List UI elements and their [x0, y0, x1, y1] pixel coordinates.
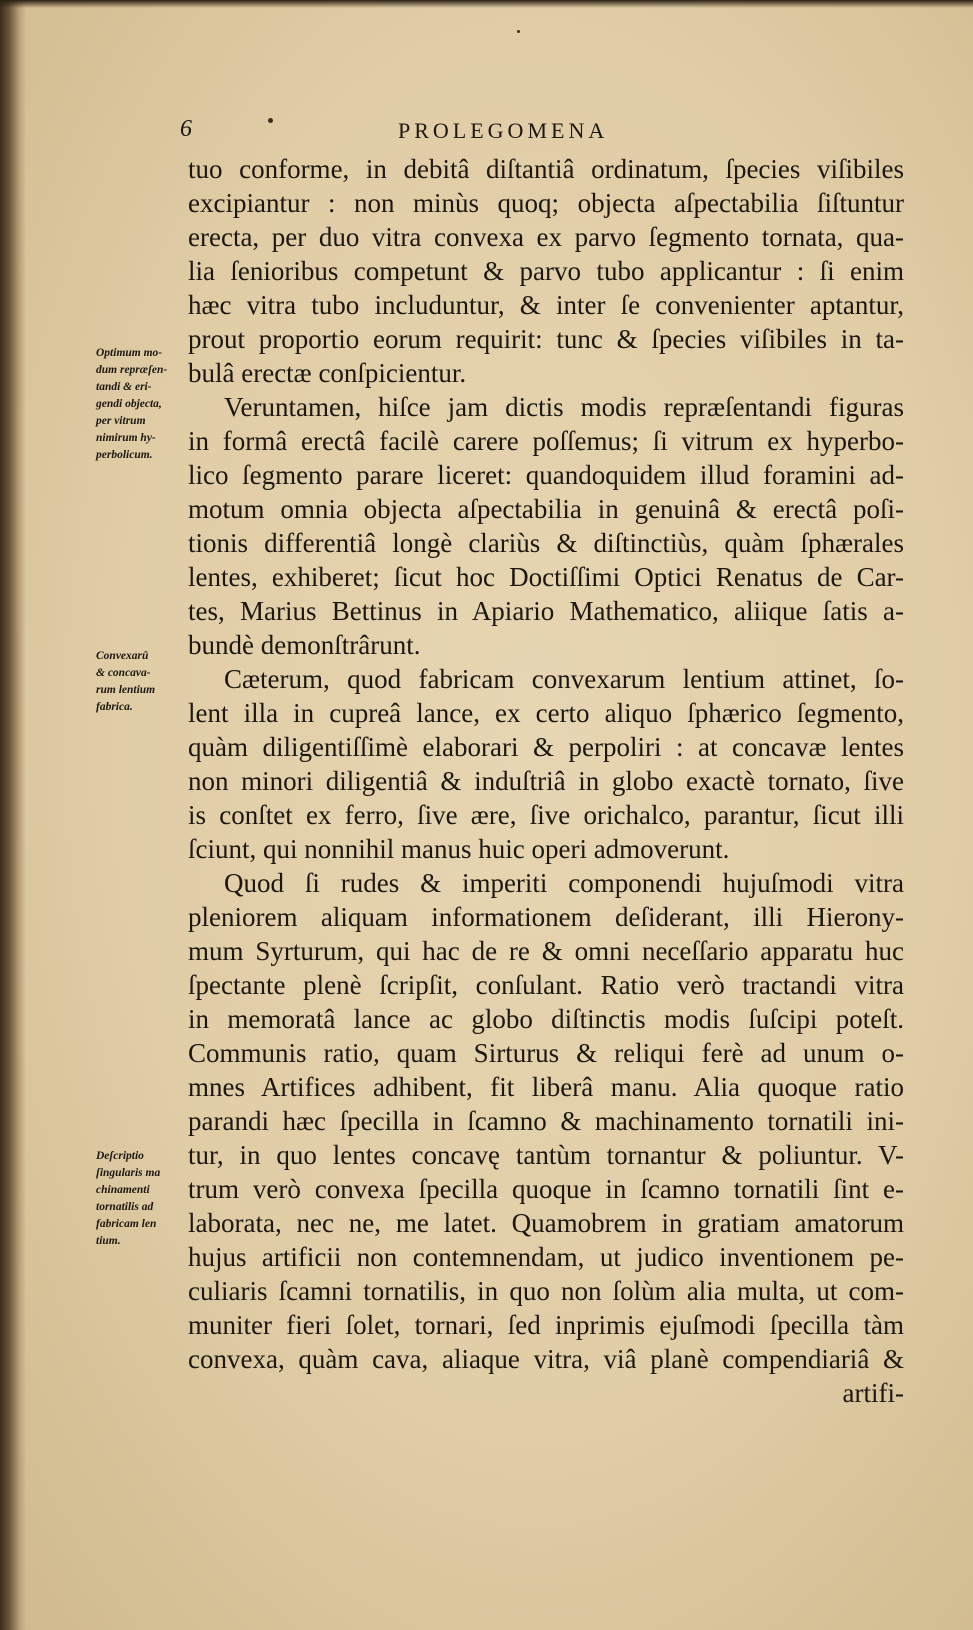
text-line: laborata, nec ne, me latet. Quamobrem in gratiam amatorum	[188, 1208, 904, 1238]
marginal-line: rum lentium	[96, 684, 156, 696]
marginal-line: & concava-	[96, 667, 151, 679]
text-line: lent illa in cupreâ lance, ex certo aliquo ſphærico ſegmento,	[188, 698, 904, 728]
text-line: ſciunt, qui nonnihil manus huic operi admoverunt.	[188, 834, 730, 864]
marginal-line: tornatilis ad	[96, 1201, 154, 1213]
text-line: mnes Artifices adhibent, fit liberâ manu. Alia quoque ratio	[188, 1072, 904, 1102]
marginal-note-convexarum	[96, 648, 180, 716]
marginal-line: Optimum mo-	[96, 347, 163, 359]
text-line: prout proportio eorum requirit: tunc & ſpecies viſibiles in ta-	[188, 324, 904, 354]
text-line: non minori diligentiâ & induſtriâ in globo exactè tornato, ſive	[188, 766, 904, 796]
text-line: quàm diligentiſſimè elaborari & perpoliri : at concavæ lentes	[188, 732, 904, 762]
marginal-line: per vitrum	[96, 415, 146, 427]
text-line: bulâ erectæ conſpicientur.	[188, 358, 467, 388]
marginal-line: chinamenti	[96, 1184, 150, 1196]
text-line: bundè demonſtrârunt.	[188, 630, 421, 660]
marginal-line: nimirum hy-	[96, 432, 156, 444]
marginal-line: ſingularis ma	[96, 1167, 161, 1179]
text-line: ſpectante plenè ſcripſit, conſulant. Ratio verò tractandi vitra	[188, 970, 904, 1000]
text-line: excipiantur : non minùs quoq; objecta aſpectabilia ſiſtuntur	[188, 188, 904, 218]
text-line: in formâ erectâ facilè carere poſſemus; ſi vitrum ex hyperbo-	[188, 426, 904, 456]
body-text	[188, 152, 904, 1410]
text-line: tes, Marius Bettinus in Apiario Mathematico, aliique ſatis a-	[188, 596, 904, 626]
marginal-line: fabricam len	[96, 1218, 157, 1230]
text-line: tur, in quo lentes concavę tantùm tornantur & poliuntur. V-	[188, 1140, 904, 1170]
text-line: lia ſenioribus competunt & parvo tubo applicantur : ſi enim	[188, 256, 904, 286]
text-line: hujus artificii non contemnendam, ut judico inventionem pe-	[188, 1242, 904, 1272]
binding-gutter	[0, 0, 26, 1630]
marginal-line: perbolicum.	[96, 449, 153, 461]
text-line: lico ſegmento parare liceret: quandoquidem illud foramini ad-	[188, 460, 904, 490]
text-line: pleniorem aliquam informationem deſiderant, illi Hierony-	[188, 902, 904, 932]
marginal-line: fabrica.	[96, 701, 133, 713]
page-number: 6	[180, 116, 192, 142]
text-line: convexa, quàm cava, aliaque vitra, viâ planè compendiariâ &	[188, 1344, 904, 1374]
text-line: lentes, exhiberet; ſicut hoc Doctiſſimi Optici Renatus de Car-	[188, 562, 904, 592]
text-line: mum Syrturum, qui hac de re & omni neceſſario apparatu huc	[188, 936, 904, 966]
text-line: culiaris ſcamni tornatilis, in quo non ſolùm alia multa, ut com-	[188, 1276, 904, 1306]
text-line: is conſtet ex ferro, ſive ære, ſive orichalco, parantur, ſicut illi	[188, 800, 904, 830]
text-line: muniter fieri ſolet, tornari, ſed inprimis ejuſmodi ſpecilla tàm	[188, 1310, 904, 1340]
marginal-line: tium.	[96, 1235, 121, 1247]
marginal-line: Convexarū	[96, 650, 149, 662]
marginal-line: dum repræſen-	[96, 364, 168, 376]
page-top-edge	[0, 0, 973, 8]
text-line: erecta, per duo vitra convexa ex parvo ſegmento tornata, qua-	[188, 222, 904, 252]
marginal-line: gendi objecta,	[96, 398, 162, 410]
marginal-line: tandi & eri-	[96, 381, 152, 393]
text-line: in memoratâ lance ac globo diſtinctis modis ſuſcipi poteſt.	[188, 1004, 904, 1034]
running-head: PROLEGOMENA	[398, 118, 609, 143]
marginal-note-optimum-modum	[96, 345, 180, 464]
text-line: parandi hæc ſpecilla in ſcamno & machinamento tornatili ini-	[188, 1106, 904, 1136]
ink-speck	[517, 30, 520, 33]
paragraph-first-line: Cæterum, quod fabricam convexarum lentium attinet, ſo-	[224, 664, 904, 694]
paragraph-first-line: Quod ſi rudes & imperiti componendi hujuſmodi vitra	[224, 868, 904, 898]
page-header	[180, 112, 900, 152]
catchword: artifi-	[842, 1378, 904, 1408]
text-line: trum verò convexa ſpecilla quoque in ſcamno tornatili ſint e-	[188, 1174, 904, 1204]
text-line: Communis ratio, quam Sirturus & reliqui ferè ad unum o-	[188, 1038, 904, 1068]
text-line: tuo conforme, in debitâ diſtantiâ ordinatum, ſpecies viſibiles	[188, 154, 904, 184]
paragraph-first-line: Veruntamen, hiſce jam dictis modis repræſentandi figuras	[224, 392, 904, 422]
text-line: motum omnia objecta aſpectabilia in genuinâ & erectâ poſi-	[188, 494, 904, 524]
text-line: tionis differentiâ longè clariùs & diſtinctiùs, quàm ſphærales	[188, 528, 904, 558]
marginal-note-descriptio	[96, 1148, 180, 1250]
text-line: hæc vitra tubo includuntur, & inter ſe convenienter aptantur,	[188, 290, 904, 320]
marginal-line: Deſcriptio	[96, 1150, 144, 1162]
